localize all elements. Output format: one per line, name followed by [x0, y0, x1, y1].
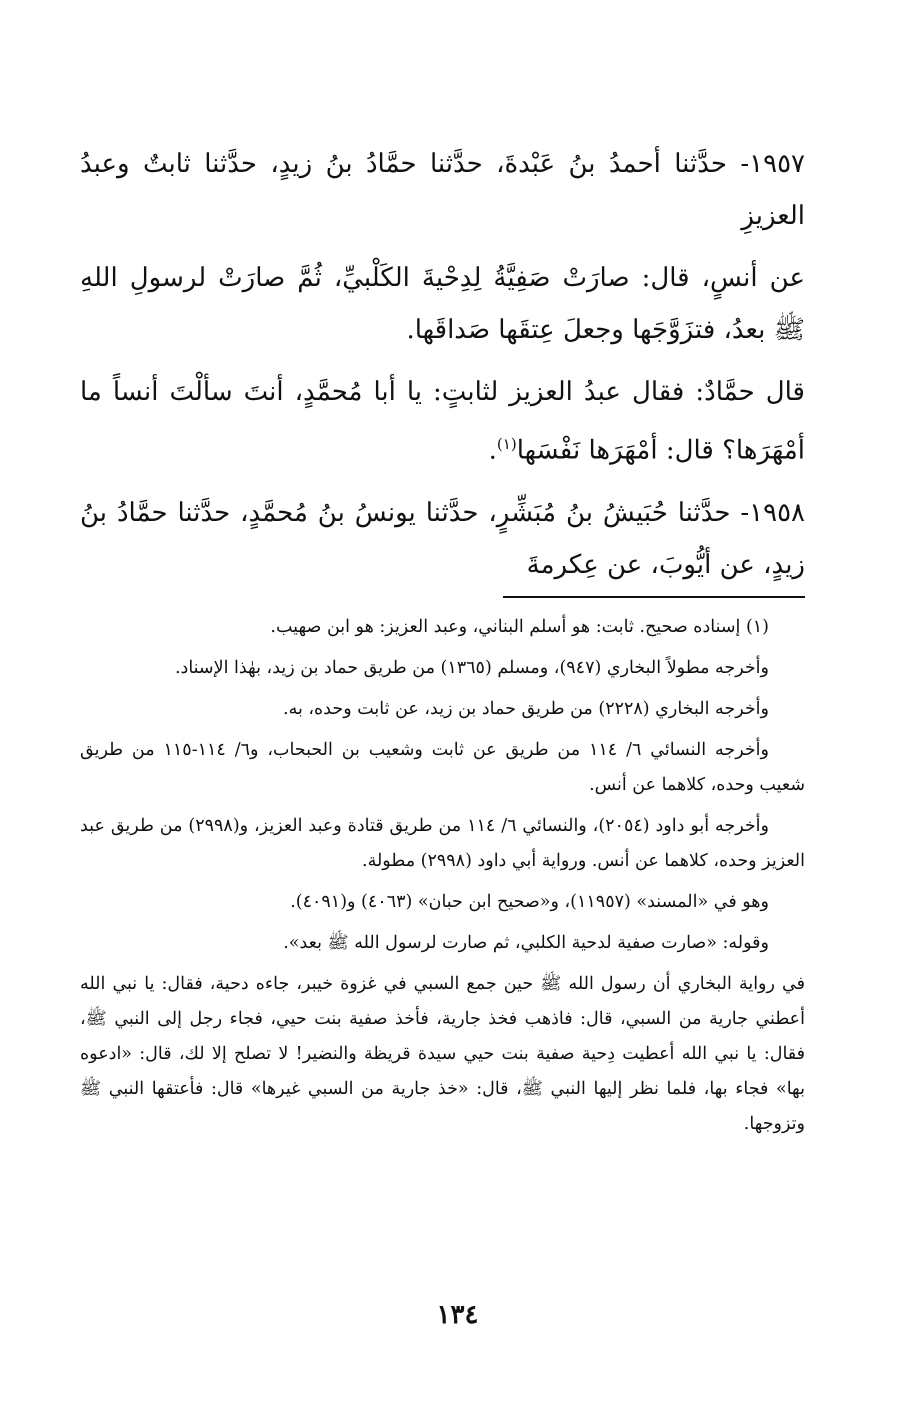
- footnote-para-4: وأخرجه النسائي ٦/ ١١٤ من طريق عن ثابت وشعيب بن الحبحاب، و٦/ ١١٤-١١٥ من طريق شعيب وحده، كلاهما عن أنس.: [80, 740, 805, 795]
- hadith-1957-comment: [80, 366, 805, 477]
- footnote-para-2: وأخرجه مطولاً البخاري (٩٤٧)، ومسلم (١٣٦٥) من طريق حماد بن زيد، بهٰذا الإسناد.: [174, 658, 769, 678]
- footnote-para-8: في رواية البخاري أن رسول الله ﷺ حين جمع السبي في غزوة خيبر، جاءه دحية، فقال: يا نبي الله أعطني جارية من السبي، قال: فاذهب فخذ جارية، فأخذ صفية بنت حيي، فجاء رجل إلى النبي ﷺ، فقال: يا نبي الله أعطيت دِحية صفية بنت حيي سيدة قريظة والنضير! لا تصلح إلا لك، قال: «ادعوه بها» فجاء بها، فلما نظر إليها النبي ﷺ، قال: «خذ جارية من السبي غيرها» قال: فأعتقها النبي ﷺ وتزوجها.: [80, 974, 805, 1134]
- footnote-para-7: وقوله: «صارت صفية لدحية الكلبي، ثم صارت لرسول الله ﷺ بعد».: [283, 933, 769, 953]
- footnote-separator: [503, 596, 805, 598]
- footnote-para-5: وأخرجه أبو داود (٢٠٥٤)، والنسائي ٦/ ١١٤ من طريق قتادة وعبد العزيز، و(٢٩٩٨) من طريق عبد العزيز وحده، كلاهما عن أنس. ورواية أبي داود (٢٩٩٨) مطولة.: [80, 816, 805, 871]
- footnote-ref[interactable]: (١): [496, 435, 517, 453]
- footnote-para-3: وأخرجه البخاري (٢٢٢٨) من طريق حماد بن زيد، عن ثابت وحده، به.: [283, 699, 769, 719]
- hadith-1957-comment-text: قال حمَّادٌ: فقال عبدُ العزيز لثابتٍ: يا أبا مُحمَّدٍ، أنتَ سألْتَ أنساً ما أمْهَرَها؟ قال: أمْهَرَها نَفْسَها: [80, 377, 805, 466]
- hadith-1957-comment-end: .: [488, 435, 497, 466]
- footnotes: [80, 610, 805, 1148]
- footnote-1: (١) إسناده صحيح. ثابت: هو أسلم البناني، وعبد العزيز: هو ابن صهيب.: [270, 617, 769, 637]
- hadith-1958-chain: ١٩٥٨- حدَّثنا حُبَيشُ بنُ مُبَشِّرٍ، حدَّثنا يونسُ بنُ مُحمَّدٍ، حدَّثنا حمَّادُ بنُ زيدٍ، عن أيُّوبَ، عن عِكرمةَ: [80, 497, 805, 580]
- main-text: [80, 138, 805, 605]
- hadith-1957-text: عن أنسٍ، قال: صارَتْ صَفِيَّةُ لِدِحْيةَ الكَلْبيِّ، ثُمَّ صارَتْ لرسولِ اللهِ ﷺ بعدُ، فتزَوَّجَها وجعلَ عِتقَها صَداقَها.: [80, 263, 805, 345]
- page-number: ١٣٤: [436, 1300, 479, 1330]
- footnote-para-6: وهو في «المسند» (١١٩٥٧)، و«صحيح ابن حبان» (٤٠٦٣) و(٤٠٩١).: [290, 892, 769, 912]
- hadith-1957-chain: ١٩٥٧- حدَّثنا أحمدُ بنُ عَبْدةَ، حدَّثنا حمَّادُ بنُ زيدٍ، حدَّثنا ثابتٌ وعبدُ العزيزِ: [80, 149, 805, 231]
